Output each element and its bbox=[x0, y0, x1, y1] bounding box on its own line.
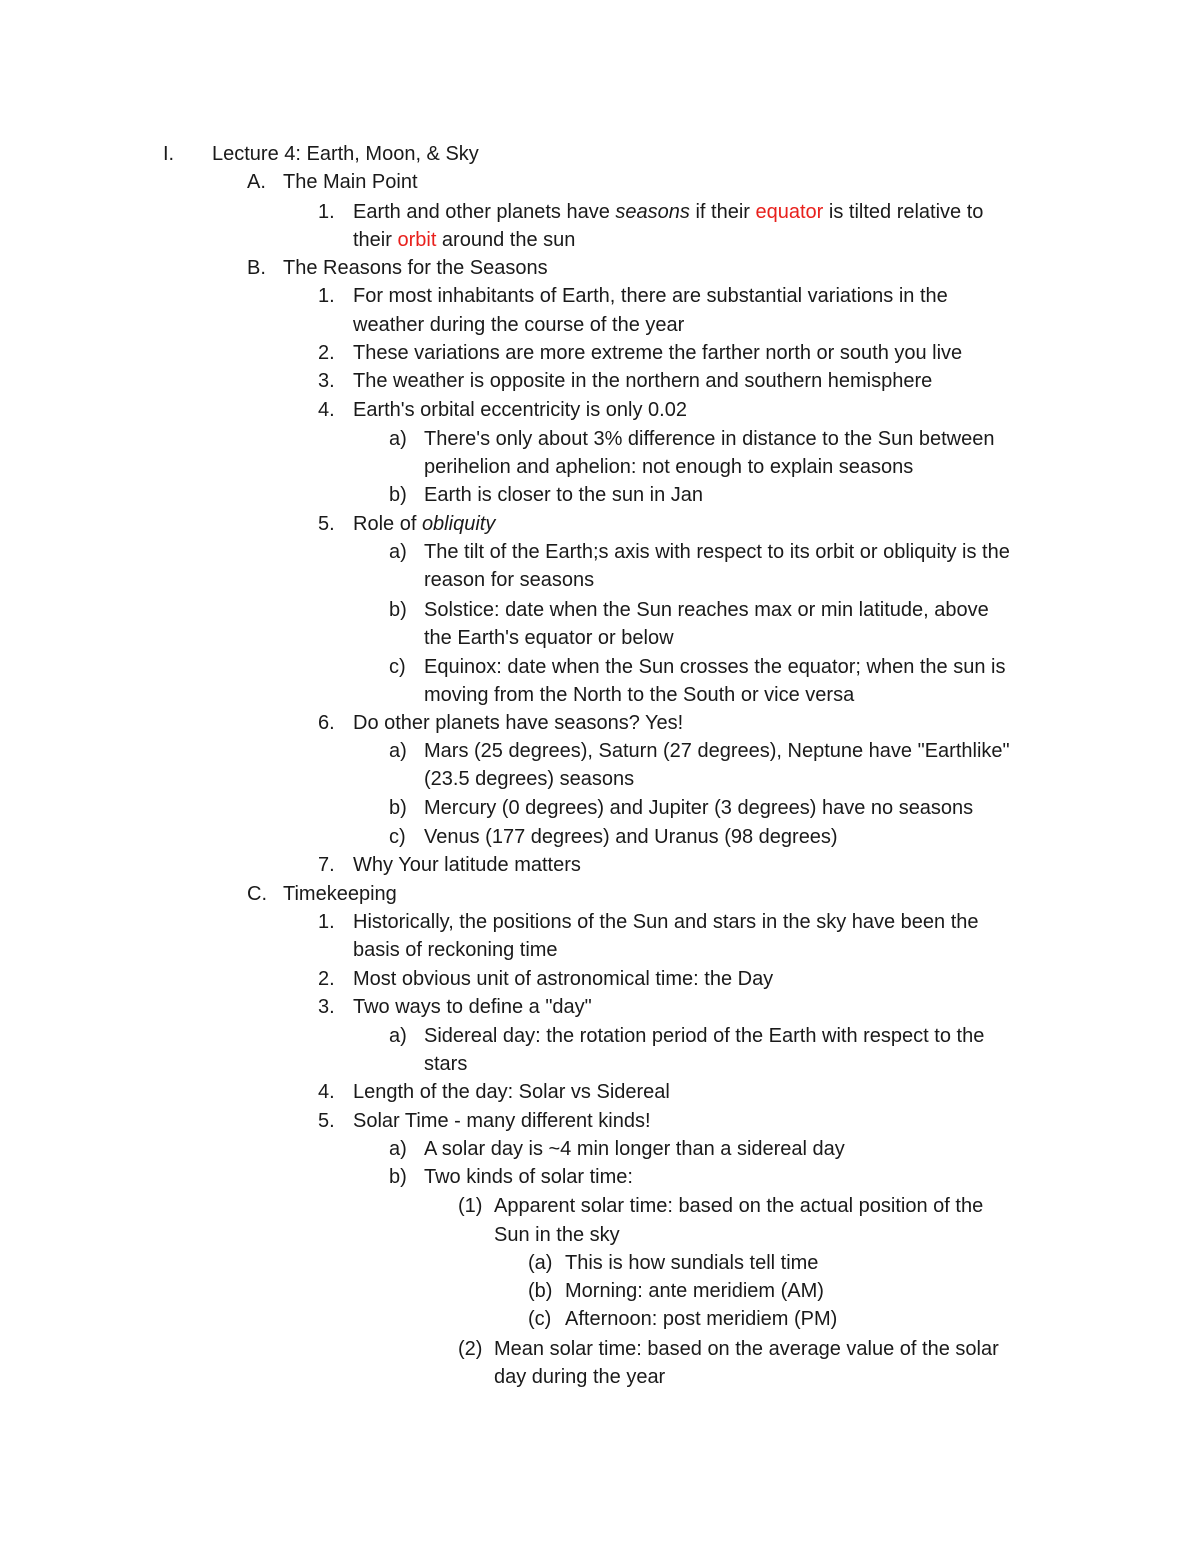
outline-marker: b) bbox=[389, 484, 407, 506]
outline-line bbox=[0, 709, 1200, 737]
outline-line bbox=[0, 880, 1200, 908]
text-run: Two kinds of solar time: bbox=[424, 1166, 633, 1188]
outline-line bbox=[0, 1249, 1200, 1277]
text-run: Mars (25 degrees), Saturn (27 degrees), Neptune have "Earthlike" bbox=[424, 740, 1010, 762]
outline-line bbox=[0, 1135, 1200, 1163]
outline-text bbox=[424, 737, 1010, 765]
outline-line bbox=[0, 1192, 1200, 1220]
outline-text bbox=[494, 1335, 999, 1363]
outline-text bbox=[353, 311, 684, 339]
text-run: Most obvious unit of astronomical time: the Day bbox=[353, 968, 774, 990]
outline-text bbox=[424, 1135, 845, 1163]
outline-text bbox=[353, 936, 558, 964]
outline-marker: 5. bbox=[318, 1110, 335, 1132]
italic-term: seasons bbox=[615, 201, 690, 223]
outline-line bbox=[0, 1050, 1200, 1078]
text-run: perihelion and aphelion: not enough to explain seasons bbox=[424, 456, 914, 478]
outline-text bbox=[424, 1163, 633, 1191]
outline-line bbox=[0, 538, 1200, 566]
outline-marker: a) bbox=[389, 1025, 407, 1047]
outline-line bbox=[0, 965, 1200, 993]
outline-line bbox=[0, 396, 1200, 424]
outline-text bbox=[424, 1022, 984, 1050]
outline-text bbox=[424, 481, 703, 509]
highlighted-term: orbit bbox=[397, 229, 437, 251]
outline-line bbox=[0, 681, 1200, 709]
outline-marker: 5. bbox=[318, 513, 335, 535]
text-run: Equinox: date when the Sun crosses the equator; when the sun is bbox=[424, 656, 1006, 678]
text-run: reason for seasons bbox=[424, 569, 595, 591]
outline-line bbox=[0, 566, 1200, 594]
text-run: day during the year bbox=[494, 1366, 666, 1388]
outline-line bbox=[0, 1163, 1200, 1191]
text-run: Afternoon: post meridiem (PM) bbox=[565, 1308, 838, 1330]
outline-marker: A. bbox=[247, 171, 266, 193]
outline-line bbox=[0, 1363, 1200, 1391]
outline-marker: b) bbox=[389, 797, 407, 819]
outline-marker: 4. bbox=[318, 399, 335, 421]
text-run: stars bbox=[424, 1053, 468, 1075]
text-run: Do other planets have seasons? Yes! bbox=[353, 712, 684, 734]
text-run: Sidereal day: the rotation period of the Earth with respect to the bbox=[424, 1025, 985, 1047]
outline-line bbox=[0, 624, 1200, 652]
outline-text bbox=[424, 653, 1005, 681]
outline-marker: 1. bbox=[318, 285, 335, 307]
outline-marker: (b) bbox=[528, 1280, 553, 1302]
outline-marker: (2) bbox=[458, 1338, 483, 1360]
outline-line bbox=[0, 140, 1200, 168]
outline-marker: 1. bbox=[318, 911, 335, 933]
text-run: This is how sundials tell time bbox=[565, 1252, 819, 1274]
outline-line bbox=[0, 993, 1200, 1021]
outline-marker: 4. bbox=[318, 1081, 335, 1103]
text-run: A solar day is ~4 min longer than a sidereal day bbox=[424, 1138, 845, 1160]
outline-line bbox=[0, 1335, 1200, 1363]
outline-line bbox=[0, 481, 1200, 509]
outline-line bbox=[0, 1107, 1200, 1135]
text-run: The tilt of the Earth;s axis with respect to its orbit or obliquity is the bbox=[424, 541, 1010, 563]
text-run: weather during the course of the year bbox=[353, 314, 685, 336]
outline-line bbox=[0, 425, 1200, 453]
outline-marker: b) bbox=[389, 1166, 407, 1188]
outline-line bbox=[0, 198, 1200, 226]
outline-text bbox=[424, 794, 973, 822]
highlighted-term: equator bbox=[755, 201, 824, 223]
outline-marker: (c) bbox=[528, 1308, 552, 1330]
text-run: Length of the day: Solar vs Sidereal bbox=[353, 1081, 670, 1103]
text-run: The weather is opposite in the northern and southern hemisphere bbox=[353, 370, 933, 392]
outline-line bbox=[0, 339, 1200, 367]
text-run: Timekeeping bbox=[283, 883, 397, 905]
outline-text bbox=[353, 226, 575, 254]
outline-marker: 3. bbox=[318, 996, 335, 1018]
text-run: Mean solar time: based on the average value of the solar bbox=[494, 1338, 999, 1360]
text-run: Morning: ante meridiem (AM) bbox=[565, 1280, 824, 1302]
text-run: if their bbox=[689, 201, 756, 223]
outline-text bbox=[283, 168, 418, 196]
outline-line bbox=[0, 168, 1200, 196]
outline-marker: 2. bbox=[318, 968, 335, 990]
outline-text bbox=[424, 596, 989, 624]
outline-marker: (1) bbox=[458, 1195, 483, 1217]
outline-text bbox=[212, 140, 479, 168]
text-run: their bbox=[353, 229, 398, 251]
outline-line bbox=[0, 596, 1200, 624]
outline-text bbox=[424, 823, 838, 851]
outline-line bbox=[0, 254, 1200, 282]
text-run: Historically, the positions of the Sun and stars in the sky have been the bbox=[353, 911, 979, 933]
outline-text bbox=[424, 765, 634, 793]
text-run: For most inhabitants of Earth, there are substantial variations in the bbox=[353, 285, 948, 307]
outline-line bbox=[0, 453, 1200, 481]
text-run: Two ways to define a "day" bbox=[353, 996, 592, 1018]
italic-term: obliquity bbox=[421, 513, 496, 535]
outline-text bbox=[353, 851, 581, 879]
text-run: The Main Point bbox=[283, 171, 418, 193]
outline-text bbox=[565, 1305, 837, 1333]
outline-line bbox=[0, 1022, 1200, 1050]
outline-line bbox=[0, 908, 1200, 936]
outline-text bbox=[353, 965, 773, 993]
outline-text bbox=[353, 396, 687, 424]
outline-marker: 3. bbox=[318, 370, 335, 392]
text-run: Role of bbox=[353, 513, 422, 535]
text-run: Solar Time - many different kinds! bbox=[353, 1110, 651, 1132]
outline-text bbox=[283, 880, 397, 908]
outline-text bbox=[424, 453, 913, 481]
text-run: Solstice: date when the Sun reaches max or min latitude, above bbox=[424, 599, 989, 621]
text-run: These variations are more extreme the farther north or south you live bbox=[353, 342, 963, 364]
outline-text bbox=[353, 908, 979, 936]
outline-marker: 2. bbox=[318, 342, 335, 364]
text-run: Why Your latitude matters bbox=[353, 854, 581, 876]
outline-text bbox=[424, 681, 854, 709]
outline-line bbox=[0, 282, 1200, 310]
outline-text bbox=[424, 624, 674, 652]
outline-marker: C. bbox=[247, 883, 267, 905]
outline-text bbox=[353, 510, 495, 538]
text-run: The Reasons for the Seasons bbox=[283, 257, 548, 279]
outline-marker: 7. bbox=[318, 854, 335, 876]
outline-text bbox=[565, 1249, 818, 1277]
outline-text bbox=[565, 1277, 824, 1305]
text-run: Lecture 4: Earth, Moon, & Sky bbox=[212, 143, 479, 165]
outline-text bbox=[494, 1192, 983, 1220]
text-run: Apparent solar time: based on the actual position of the bbox=[494, 1195, 984, 1217]
text-run: the Earth's equator or below bbox=[424, 627, 674, 649]
outline-marker: 6. bbox=[318, 712, 335, 734]
outline-line bbox=[0, 851, 1200, 879]
outline-marker: b) bbox=[389, 599, 407, 621]
outline-text bbox=[353, 282, 948, 310]
outline-line bbox=[0, 1305, 1200, 1333]
text-run: moving from the North to the South or vice versa bbox=[424, 684, 855, 706]
outline-line bbox=[0, 1277, 1200, 1305]
outline-text bbox=[353, 709, 683, 737]
outline-text bbox=[283, 254, 548, 282]
outline-text bbox=[353, 339, 962, 367]
outline-marker: I. bbox=[163, 143, 175, 165]
text-run: Mercury (0 degrees) and Jupiter (3 degrees) have no seasons bbox=[424, 797, 974, 819]
text-run: There's only about 3% difference in distance to the Sun between bbox=[424, 428, 995, 450]
outline-line bbox=[0, 737, 1200, 765]
text-run: Venus (177 degrees) and Uranus (98 degrees) bbox=[424, 826, 838, 848]
outline-marker: a) bbox=[389, 1138, 407, 1160]
text-run: Earth's orbital eccentricity is only 0.02 bbox=[353, 399, 687, 421]
text-run: around the sun bbox=[436, 229, 576, 251]
outline-text bbox=[353, 367, 932, 395]
outline-marker: (a) bbox=[528, 1252, 553, 1274]
text-run: basis of reckoning time bbox=[353, 939, 558, 961]
outline-line bbox=[0, 936, 1200, 964]
outline-line bbox=[0, 1221, 1200, 1249]
outline-marker: c) bbox=[389, 656, 406, 678]
outline-text bbox=[353, 1107, 651, 1135]
text-run: is tilted relative to bbox=[823, 201, 984, 223]
outline-text bbox=[424, 425, 995, 453]
text-run: Sun in the sky bbox=[494, 1224, 620, 1246]
outline-line bbox=[0, 653, 1200, 681]
outline-text bbox=[494, 1363, 665, 1391]
outline-marker: c) bbox=[389, 826, 406, 848]
outline-text bbox=[353, 198, 983, 226]
outline-line bbox=[0, 311, 1200, 339]
outline-line bbox=[0, 765, 1200, 793]
text-run: Earth and other planets have bbox=[353, 201, 616, 223]
outline-marker: 1. bbox=[318, 201, 335, 223]
outline-line bbox=[0, 1078, 1200, 1106]
text-run: (23.5 degrees) seasons bbox=[424, 768, 635, 790]
outline-line bbox=[0, 794, 1200, 822]
outline-marker: a) bbox=[389, 428, 407, 450]
outline-text bbox=[353, 993, 592, 1021]
outline-marker: a) bbox=[389, 541, 407, 563]
outline-marker: B. bbox=[247, 257, 266, 279]
outline-line bbox=[0, 367, 1200, 395]
outline-text bbox=[424, 1050, 467, 1078]
outline-line bbox=[0, 226, 1200, 254]
outline-text bbox=[353, 1078, 670, 1106]
outline-marker: a) bbox=[389, 740, 407, 762]
outline-text bbox=[424, 538, 1010, 566]
outline-text bbox=[494, 1221, 620, 1249]
text-run: Earth is closer to the sun in Jan bbox=[424, 484, 704, 506]
outline-line bbox=[0, 823, 1200, 851]
outline-text bbox=[424, 566, 594, 594]
outline-line bbox=[0, 510, 1200, 538]
